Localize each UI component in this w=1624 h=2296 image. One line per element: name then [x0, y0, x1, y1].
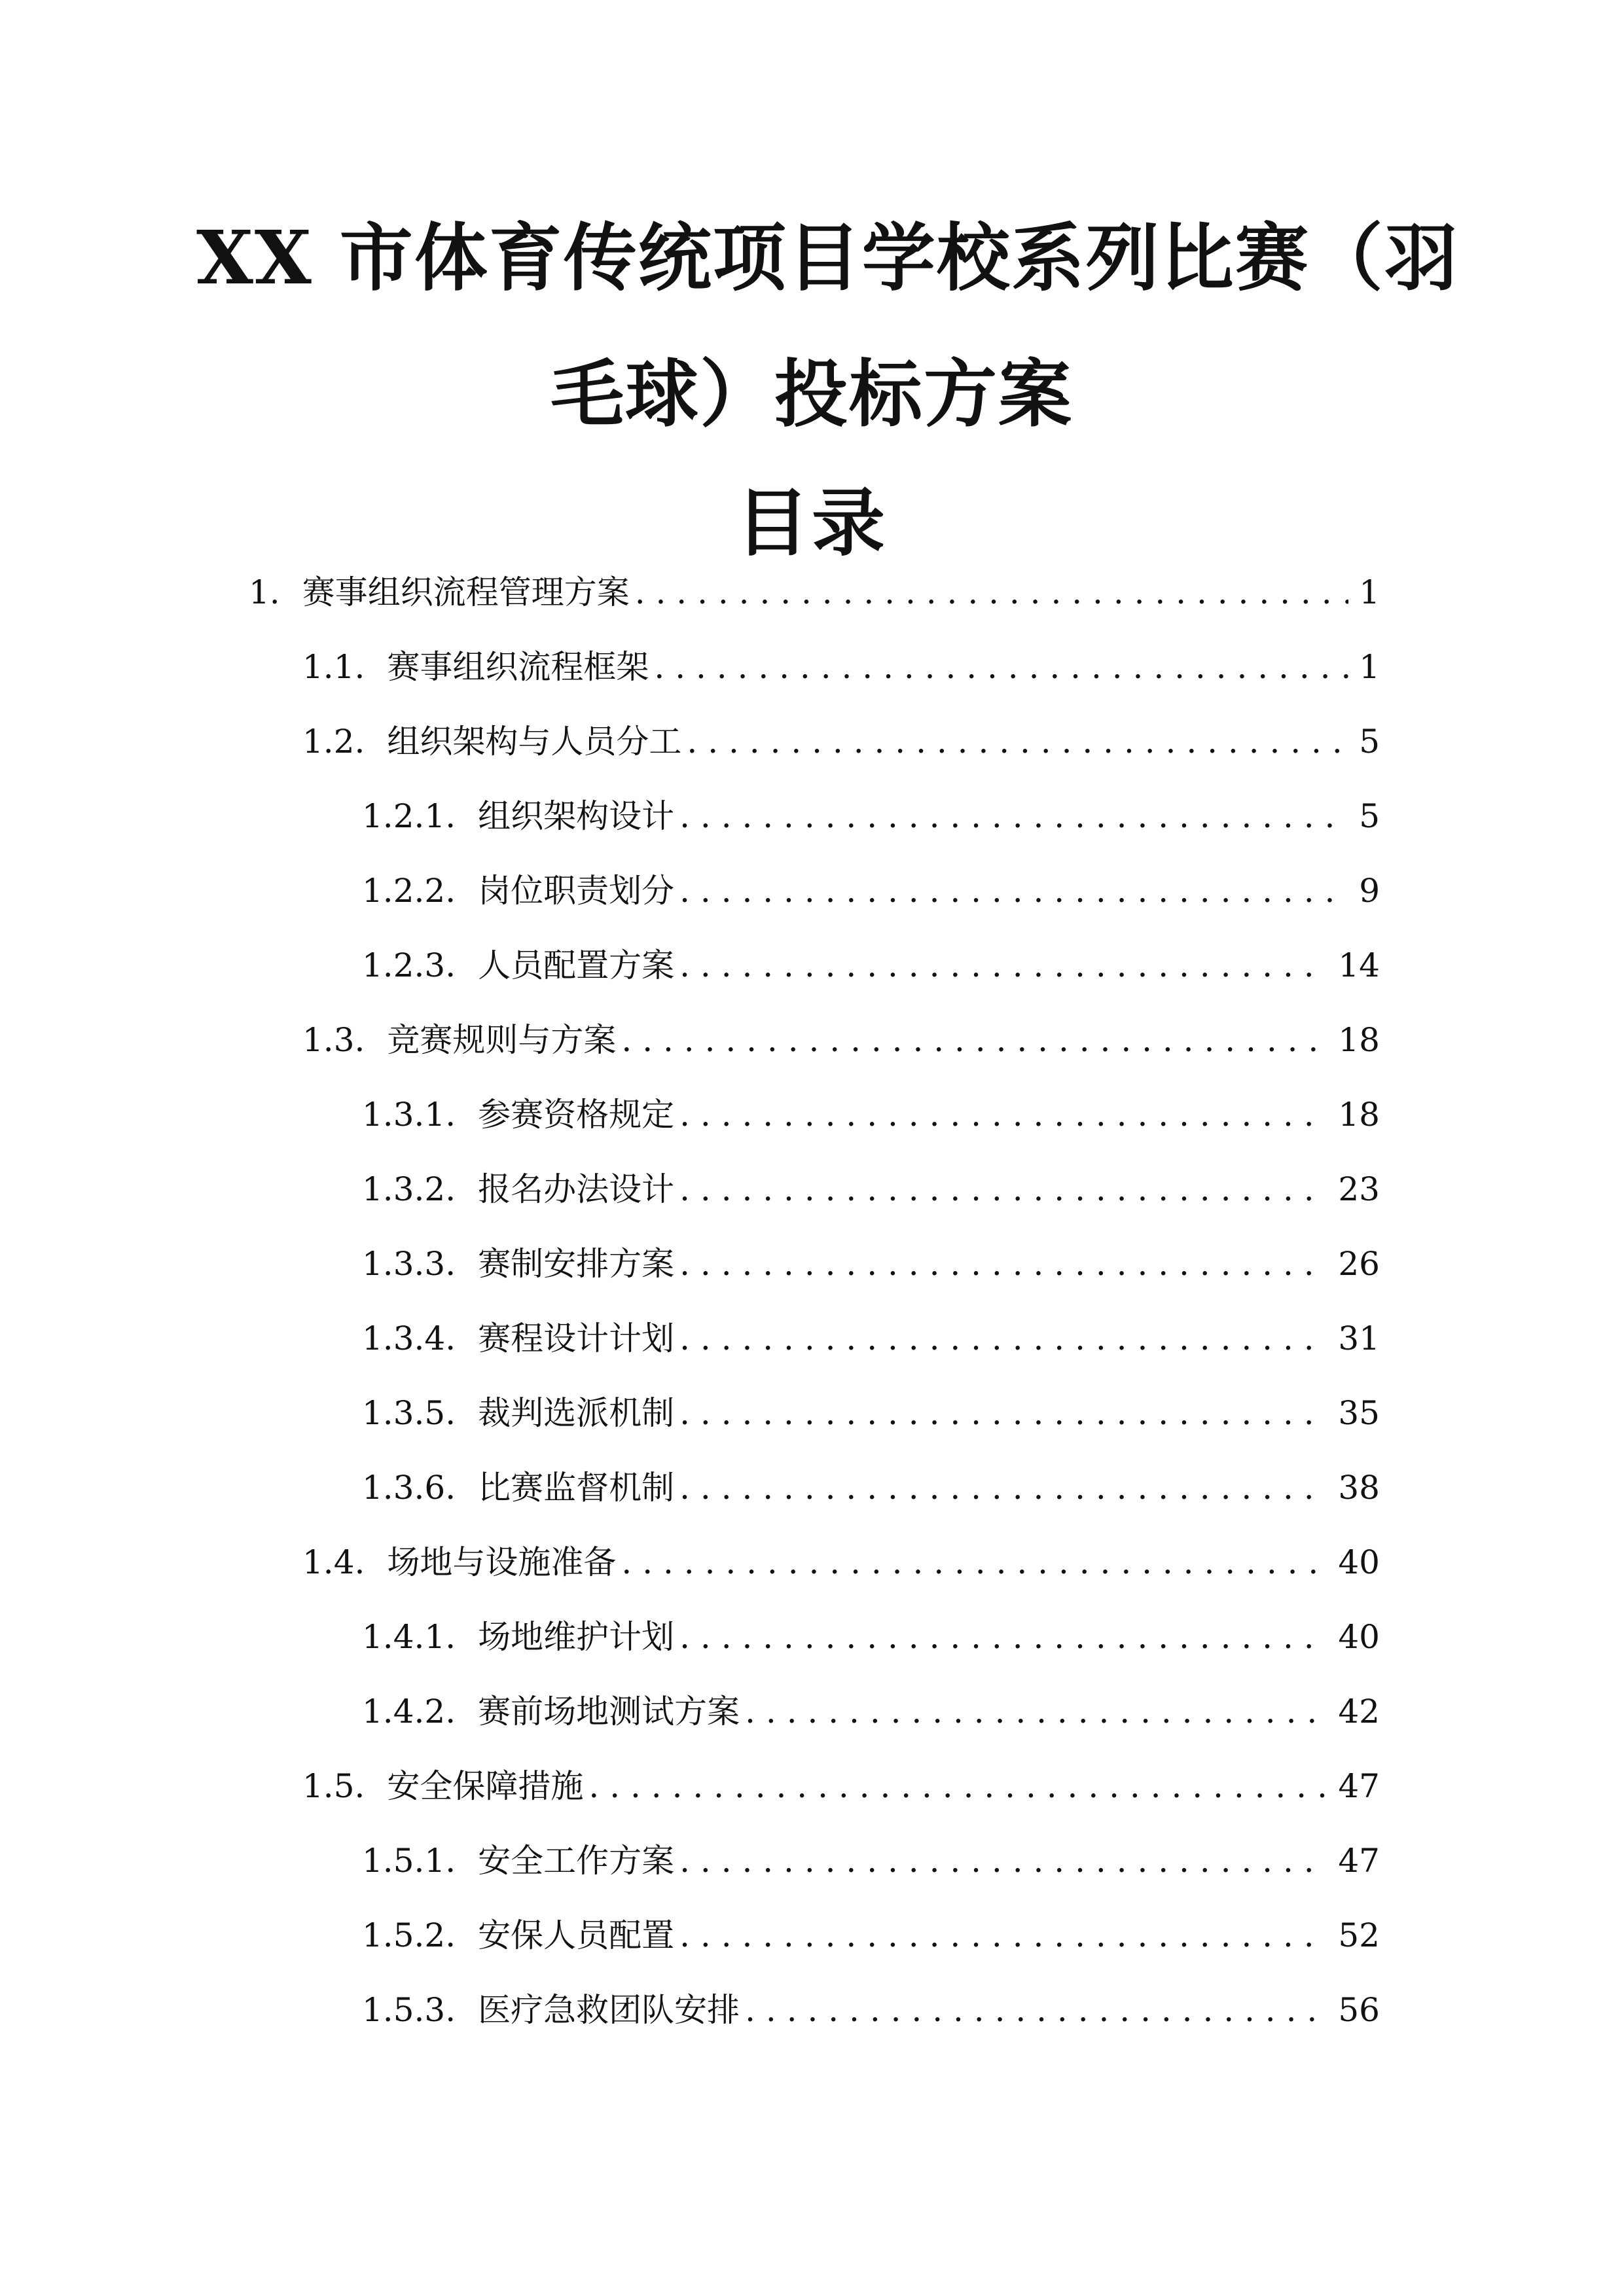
toc-heading: 目录 — [736, 480, 888, 566]
toc-dot-leader — [679, 1614, 1327, 1660]
toc-entry-label: 参赛资格规定 — [478, 1096, 675, 1134]
toc-entry-number: 1.3.4. — [362, 1319, 456, 1357]
toc-entry-page: 40 — [1338, 1543, 1380, 1581]
toc-entry-label: 赛事组织流程管理方案 — [302, 573, 630, 611]
toc-dot-leader — [679, 1912, 1327, 1958]
toc-dot-leader — [679, 1390, 1327, 1436]
toc-entry[interactable] — [362, 1987, 1380, 2033]
toc-entry-page: 1 — [1359, 573, 1380, 611]
toc-entry-number: 1.3.2. — [362, 1170, 456, 1208]
toc-dot-leader — [687, 719, 1348, 764]
toc-entry-label: 组织架构与人员分工 — [387, 723, 682, 761]
toc-entry-page: 5 — [1359, 723, 1380, 761]
toc-entry[interactable] — [362, 1614, 1380, 1660]
toc-entry-label: 赛事组织流程框架 — [387, 648, 649, 686]
toc-entry-label: 场地与设施准备 — [387, 1543, 617, 1581]
toc-entry-page: 26 — [1338, 1245, 1380, 1283]
toc-entry-page: 14 — [1338, 946, 1380, 984]
toc-dot-leader — [654, 644, 1348, 690]
toc-entry-number: 1.2. — [302, 723, 365, 761]
toc-entry-page: 5 — [1359, 797, 1380, 835]
toc-entry-number: 1.5.3. — [362, 1991, 456, 2029]
toc-entry-page: 56 — [1338, 1991, 1380, 2029]
toc-entry-number: 1.5.2. — [362, 1916, 456, 1954]
toc-entry-number: 1.1. — [302, 648, 365, 686]
toc-entry[interactable] — [302, 719, 1380, 764]
toc-entry-page: 42 — [1338, 1693, 1380, 1731]
toc-entry-page: 9 — [1359, 872, 1380, 910]
toc-dot-leader — [679, 1166, 1327, 1212]
toc-entry-label: 安全工作方案 — [478, 1842, 675, 1880]
toc-entry-label: 竞赛规则与方案 — [387, 1021, 617, 1059]
toc-dot-leader — [679, 1092, 1327, 1138]
toc-entry-number: 1. — [249, 573, 280, 611]
toc-entry-number: 1.2.2. — [362, 872, 456, 910]
toc-entry-number: 1.3.6. — [362, 1469, 456, 1507]
toc-entry[interactable] — [362, 1241, 1380, 1287]
toc-entry-label: 医疗急救团队安排 — [478, 1991, 740, 2029]
toc-dot-leader — [679, 1241, 1327, 1287]
toc-entry-label: 场地维护计划 — [478, 1618, 675, 1656]
toc-entry[interactable] — [362, 1689, 1380, 1734]
toc-entry[interactable] — [249, 569, 1380, 615]
toc-dot-leader — [679, 1316, 1327, 1361]
toc-entry[interactable] — [362, 868, 1380, 914]
toc-entry[interactable] — [302, 1763, 1380, 1809]
toc-entry-number: 1.3.3. — [362, 1245, 456, 1283]
toc-entry-label: 岗位职责划分 — [478, 872, 675, 910]
toc-entry-page: 52 — [1338, 1916, 1380, 1954]
toc-dot-leader — [679, 793, 1348, 839]
toc-dot-leader — [588, 1763, 1327, 1809]
toc-entry-label: 赛程设计计划 — [478, 1319, 675, 1357]
document-title-line-1: XX 市体育传统项目学校系列比赛（羽 — [196, 215, 1459, 301]
toc-entry[interactable] — [302, 1539, 1380, 1585]
toc-entry-page: 31 — [1338, 1319, 1380, 1357]
toc-entry-number: 1.5.1. — [362, 1842, 456, 1880]
toc-entry-label: 比赛监督机制 — [478, 1469, 675, 1507]
toc-entry-page: 47 — [1338, 1842, 1380, 1880]
toc-entry-label: 赛制安排方案 — [478, 1245, 675, 1283]
toc-entry-page: 23 — [1338, 1170, 1380, 1208]
toc-entry-page: 18 — [1338, 1096, 1380, 1134]
toc-entry-page: 18 — [1338, 1021, 1380, 1059]
toc-entry[interactable] — [362, 1092, 1380, 1138]
toc-entry[interactable] — [362, 942, 1380, 988]
toc-entry-page: 47 — [1338, 1767, 1380, 1805]
document-title-line-2: 毛球）投标方案 — [550, 351, 1073, 437]
toc-dot-leader — [621, 1017, 1327, 1063]
toc-entry[interactable] — [302, 644, 1380, 690]
toc-entry-page: 1 — [1359, 648, 1380, 686]
toc-entry-page: 40 — [1338, 1618, 1380, 1656]
toc-entry[interactable] — [362, 1390, 1380, 1436]
toc-entry-number: 1.3.5. — [362, 1394, 456, 1432]
toc-dot-leader — [679, 1838, 1327, 1884]
toc-entry-label: 报名办法设计 — [478, 1170, 675, 1208]
toc-entry[interactable] — [362, 1912, 1380, 1958]
toc-entry-label: 人员配置方案 — [478, 946, 675, 984]
toc-entry-number: 1.2.1. — [362, 797, 456, 835]
toc-entry-label: 裁判选派机制 — [478, 1394, 675, 1432]
toc-entry-number: 1.3. — [302, 1021, 365, 1059]
toc-entry-number: 1.4.1. — [362, 1618, 456, 1656]
toc-dot-leader — [679, 1465, 1327, 1511]
toc-dot-leader — [745, 1987, 1327, 2033]
toc-entry-number: 1.3.1. — [362, 1096, 456, 1134]
toc-entry-number: 1.2.3. — [362, 946, 456, 984]
toc-dot-leader — [679, 868, 1348, 914]
toc-entry[interactable] — [362, 1838, 1380, 1884]
toc-entry-label: 赛前场地测试方案 — [478, 1693, 740, 1731]
toc-entry[interactable] — [362, 1316, 1380, 1361]
toc-dot-leader — [679, 942, 1327, 988]
toc-entry-number: 1.4.2. — [362, 1693, 456, 1731]
toc-entry[interactable] — [302, 1017, 1380, 1063]
toc-dot-leader — [635, 569, 1348, 615]
toc-entry-number: 1.5. — [302, 1767, 365, 1805]
toc-entry[interactable] — [362, 1166, 1380, 1212]
toc-entry-label: 组织架构设计 — [478, 797, 675, 835]
toc-entry-label: 安全保障措施 — [387, 1767, 584, 1805]
toc-entry-page: 35 — [1338, 1394, 1380, 1432]
toc-entry-page: 38 — [1338, 1469, 1380, 1507]
toc-entry-number: 1.4. — [302, 1543, 365, 1581]
toc-entry[interactable] — [362, 1465, 1380, 1511]
toc-dot-leader — [745, 1689, 1327, 1734]
toc-entry[interactable] — [362, 793, 1380, 839]
toc-dot-leader — [621, 1539, 1327, 1585]
toc-entry-label: 安保人员配置 — [478, 1916, 675, 1954]
